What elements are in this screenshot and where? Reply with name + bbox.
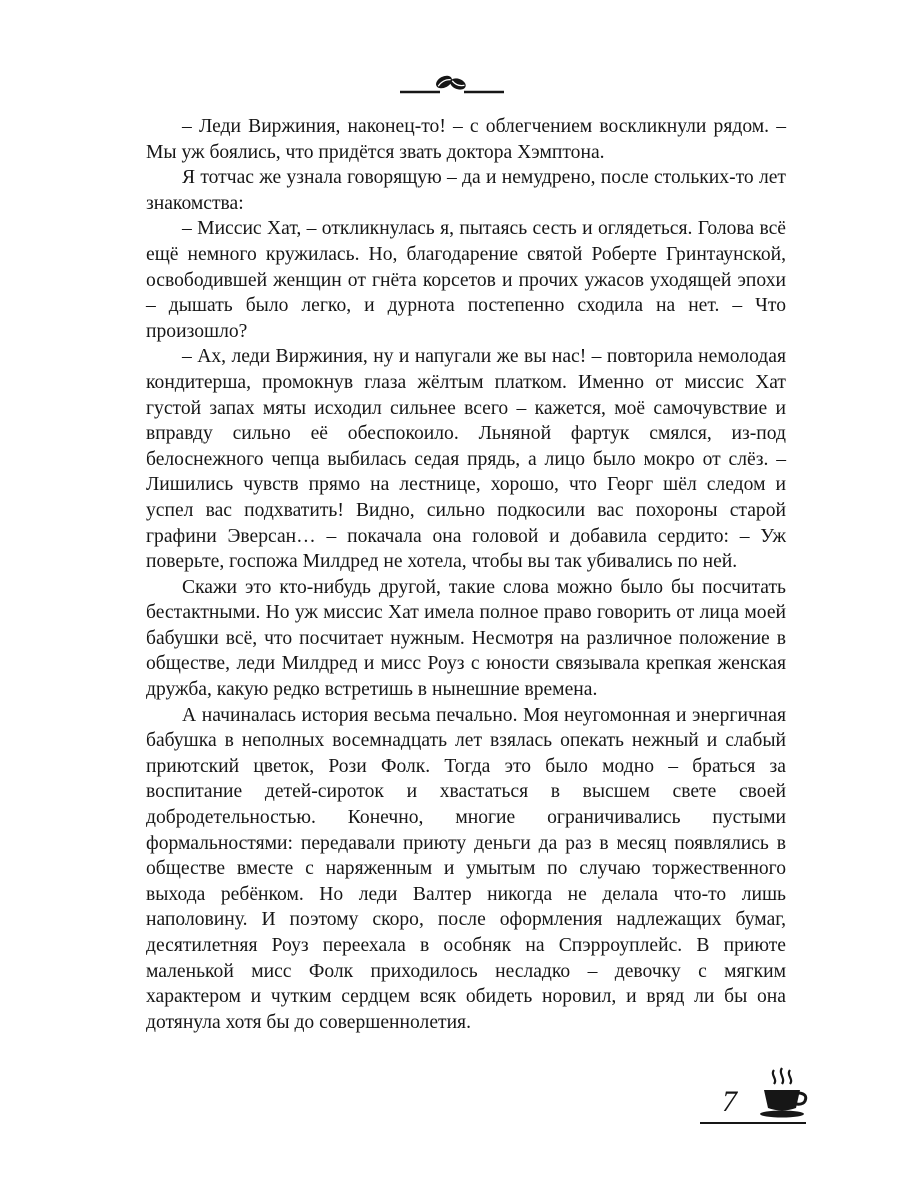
coffee-bean-divider-icon bbox=[400, 68, 504, 98]
footer-rule bbox=[700, 1122, 806, 1124]
page-text bbox=[146, 114, 786, 1035]
paragraph: – Леди Виржиния, наконец-то! – с облегчением воскликнули рядом. – Мы уж боялись, что придётся звать доктора Хэмптона. bbox=[146, 116, 786, 163]
paragraph: – Ах, леди Виржиния, ну и напугали же вы нас! – повторила немолодая кондитерша, промокнув глаза жёлтым платком. Именно от миссис Хат густой запах мяты исходил сильнее всего – кажется, моё самочувствие и вправду сильно её обеспокоило. Льняной фартук смялся, из-под белоснежного чепца выбилась седая прядь, а лицо было мокро от слёз. – Лишились чувств прямо на лестнице, хорошо, что Георг шёл следом и успел вас подхватить! Видно, сильно подкосили вас похороны старой графини Эверсан… – покачала она головой и добавила сердито: – Уж поверьте, госпожа Милдред не хотела, чтобы вы так убивались по ней. bbox=[146, 346, 786, 573]
page-number: 7 bbox=[722, 1085, 737, 1118]
coffee-cup-icon bbox=[756, 1066, 808, 1120]
page-footer bbox=[700, 1060, 810, 1130]
paragraph: Я тотчас же узнала говорящую – да и немудрено, после стольких-то лет знакомства: bbox=[146, 167, 786, 214]
paragraph: Скажи это кто-нибудь другой, такие слова можно было бы посчитать бестактными. Но уж миссис Хат имела полное право говорить от лица моей бабушки всё, что посчитает нужным. Несмотря на различное положение в обществе, леди Милдред и мисс Роуз с юности связывала крепкая женская дружба, какую редко встретишь в нынешние времена. bbox=[146, 576, 786, 701]
paragraph: – Миссис Хат, – откликнулась я, пытаясь сесть и оглядеться. Голова всё ещё немного кружилась. Но, благодарение святой Роберте Гринтаунской, освободившей женщин от гнёта корсетов и прочих ужасов уходящей эпохи – дышать было легко, и дурнота постепенно сходила на нет. – Что произошло? bbox=[146, 218, 786, 342]
paragraph: А начиналась история весьма печально. Моя неугомонная и энергичная бабушка в неполных восемнадцать лет взялась опекать нежный и слабый приютский цветок, Рози Фолк. Тогда это было модно – браться за воспитание детей-сироток и хвастаться в высшем свете своей добродетельностью. Конечно, многие ограничивались пустыми формальностями: передавали приюту деньги да раз в месяц появлялись в обществе вместе с наряженным и умытым по случаю торжественного выхода ребёнком. Но леди Валтер никогда не делала что-то лишь наполовину. И поэтому скоро, после оформления надлежащих бумаг, десятилетняя Роуз переехала в особняк на Спэрроуплейс. В приюте маленькой мисс Фолк приходилось несладко – девочку с мягким характером и чутким сердцем всяк обидеть норовил, и вряд ли бы она дотянула хотя бы до совершеннолетия. bbox=[146, 704, 786, 1033]
